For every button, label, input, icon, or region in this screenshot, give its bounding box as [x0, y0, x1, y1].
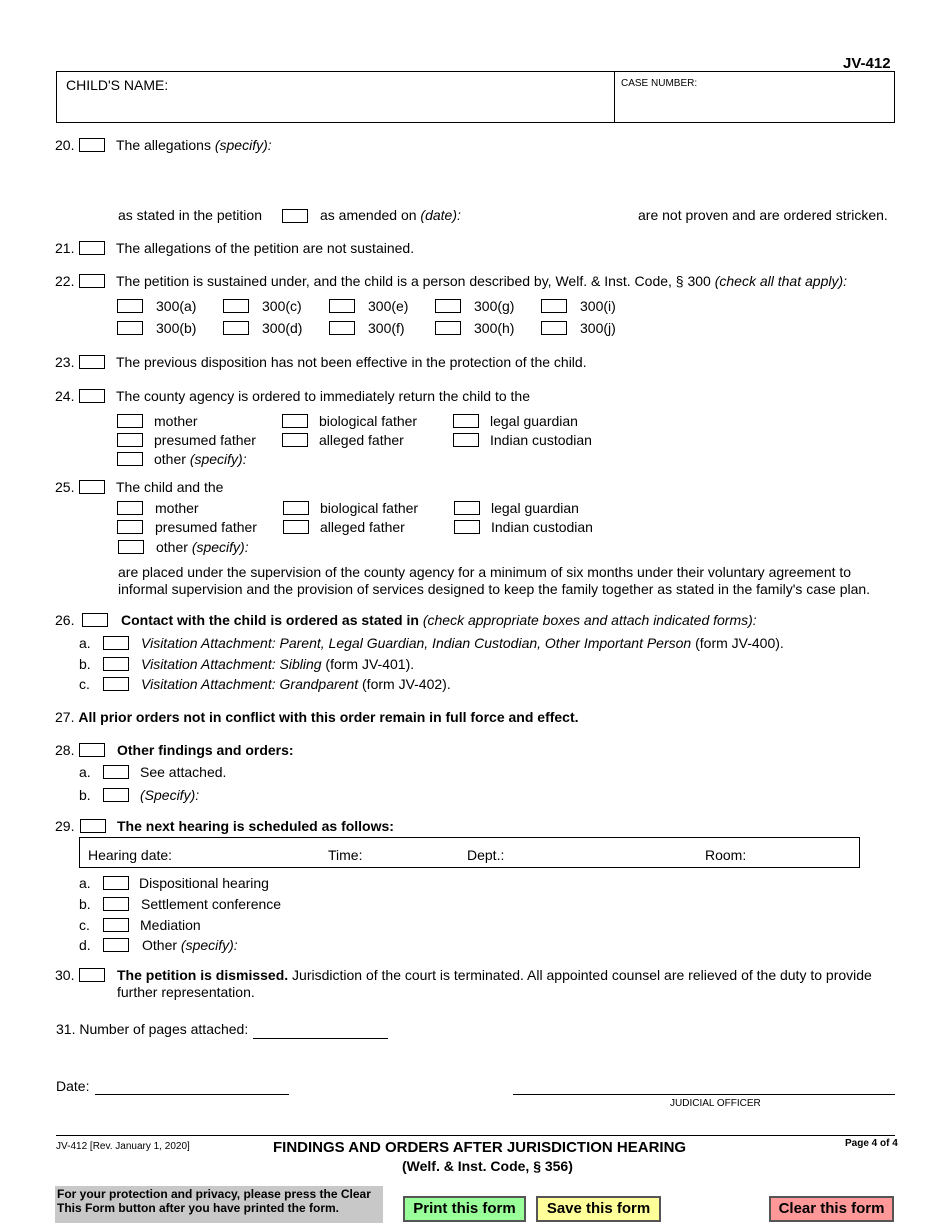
item-24-alleged-father-label: alleged father — [319, 432, 404, 448]
hearing-time-label: Time: — [328, 847, 363, 863]
code-300i-checkbox[interactable] — [541, 299, 567, 313]
item-24-presumed-father-label: presumed father — [154, 432, 256, 448]
clear-form-button[interactable]: Clear this form — [769, 1196, 894, 1222]
item-25-presumed-father-checkbox[interactable] — [117, 520, 143, 534]
item-23-number: 23. — [55, 354, 75, 370]
code-300j-label: 300(j) — [580, 320, 616, 336]
item-24-biological-father-label: biological father — [319, 413, 418, 429]
item-24-biological-father-checkbox[interactable] — [282, 414, 308, 428]
item-28-checkbox[interactable] — [79, 743, 105, 757]
item-24-checkbox[interactable] — [79, 389, 105, 403]
item-25-mother-checkbox[interactable] — [117, 501, 143, 515]
code-300h-label: 300(h) — [474, 320, 515, 336]
code-300b-label: 300(b) — [156, 320, 197, 336]
item-25-legal-guardian-checkbox[interactable] — [454, 501, 480, 515]
code-300c-label: 300(c) — [262, 298, 302, 314]
item-28b-text: (Specify): — [140, 787, 200, 803]
judicial-officer-label: JUDICIAL OFFICER — [670, 1098, 761, 1109]
item-25-presumed-father-label: presumed father — [155, 519, 257, 535]
item-28-text: Other findings and orders: — [117, 742, 294, 758]
item-29c-checkbox[interactable] — [103, 918, 129, 932]
item-25-paragraph-line1: are placed under the supervision of the county agency for a minimum of six months under their voluntary agreement to — [118, 564, 852, 580]
item-26b-letter: b. — [79, 656, 91, 672]
privacy-note — [55, 1186, 383, 1223]
case-number-label: CASE NUMBER: — [621, 78, 698, 89]
code-300d-checkbox[interactable] — [223, 321, 249, 335]
item-25-text: The child and the — [116, 479, 224, 495]
item-26c-text: Visitation Attachment: Grandparent (form JV-402). — [141, 676, 451, 692]
item-30-checkbox[interactable] — [79, 968, 105, 982]
item-26b-text: Visitation Attachment: Sibling (form JV-401). — [141, 656, 415, 672]
item-26a-letter: a. — [79, 635, 91, 651]
item-25-checkbox[interactable] — [79, 480, 105, 494]
code-300e-checkbox[interactable] — [329, 299, 355, 313]
item-23-text: The previous disposition has not been effective in the protection of the child. — [116, 354, 587, 370]
save-form-button[interactable]: Save this form — [536, 1196, 661, 1222]
item-28a-checkbox[interactable] — [103, 765, 129, 779]
item-28-number: 28. — [55, 742, 75, 758]
item-26a-text: Visitation Attachment: Parent, Legal Guardian, Indian Custodian, Other Important Person (form JV-400). — [141, 635, 784, 651]
item-29d-text: Other (specify): — [142, 937, 238, 953]
item-26-text: Contact with the child is ordered as stated in (check appropriate boxes and attach indicated forms): — [121, 612, 757, 628]
footer-subtitle: (Welf. & Inst. Code, § 356) — [402, 1158, 573, 1174]
print-form-button[interactable]: Print this form — [403, 1196, 526, 1222]
judicial-officer-signature-line[interactable] — [513, 1094, 895, 1095]
hearing-date-label: Hearing date: — [88, 847, 173, 863]
item-24-other-checkbox[interactable] — [117, 452, 143, 466]
item-26-number: 26. — [55, 612, 75, 628]
footer-rev: JV-412 [Rev. January 1, 2020] — [56, 1141, 190, 1152]
item-21-number: 21. — [55, 240, 75, 256]
item-29d-letter: d. — [79, 937, 91, 953]
item-20-stated: as stated in the petition — [118, 207, 262, 223]
header-divider — [614, 71, 615, 123]
pages-attached-field[interactable] — [253, 1038, 388, 1039]
code-300i-label: 300(i) — [580, 298, 616, 314]
form-id: JV-412 — [843, 55, 891, 72]
item-29c-letter: c. — [79, 917, 90, 933]
item-24-mother-label: mother — [154, 413, 198, 429]
item-25-mother-label: mother — [155, 500, 199, 516]
item-29b-checkbox[interactable] — [103, 897, 129, 911]
code-300a-label: 300(a) — [156, 298, 197, 314]
item-25-biological-father-checkbox[interactable] — [283, 501, 309, 515]
code-300f-label: 300(f) — [368, 320, 405, 336]
code-300f-checkbox[interactable] — [329, 321, 355, 335]
header-box — [56, 71, 895, 123]
item-24-alleged-father-checkbox[interactable] — [282, 433, 308, 447]
date-label: Date: — [56, 1078, 90, 1094]
item-28a-text: See attached. — [140, 764, 227, 780]
footer-rule — [56, 1135, 895, 1136]
item-28b-checkbox[interactable] — [103, 788, 129, 802]
item-22-number: 22. — [55, 273, 75, 289]
item-21-text: The allegations of the petition are not sustained. — [116, 240, 415, 256]
item-25-number: 25. — [55, 479, 75, 495]
item-26b-checkbox[interactable] — [103, 657, 129, 671]
item-24-indian-custodian-label: Indian custodian — [490, 432, 592, 448]
item-29-checkbox[interactable] — [80, 819, 106, 833]
item-22-checkbox[interactable] — [79, 274, 105, 288]
item-25-indian-custodian-checkbox[interactable] — [454, 520, 480, 534]
item-24-mother-checkbox[interactable] — [117, 414, 143, 428]
code-300h-checkbox[interactable] — [435, 321, 461, 335]
item-25-other-checkbox[interactable] — [118, 540, 144, 554]
hearing-dept-label: Dept.: — [467, 847, 505, 863]
item-24-presumed-father-checkbox[interactable] — [117, 433, 143, 447]
item-24-legal-guardian-label: legal guardian — [490, 413, 578, 429]
item-28a-letter: a. — [79, 764, 91, 780]
code-300e-label: 300(e) — [368, 298, 409, 314]
item-24-legal-guardian-checkbox[interactable] — [453, 414, 479, 428]
item-20-not-proven: are not proven and are ordered stricken. — [638, 207, 888, 223]
item-20-text: The allegations (specify): — [116, 137, 272, 153]
code-300j-checkbox[interactable] — [541, 321, 567, 335]
code-300g-checkbox[interactable] — [435, 299, 461, 313]
item-31-text: 31. Number of pages attached: — [56, 1021, 249, 1037]
item-26c-checkbox[interactable] — [103, 677, 129, 691]
item-30-text: The petition is dismissed. Jurisdiction of the court is terminated. All appointed counsel are relieved of the duty to provide — [117, 967, 872, 983]
code-300d-label: 300(d) — [262, 320, 303, 336]
item-26-checkbox[interactable] — [82, 613, 108, 627]
item-25-indian-custodian-label: Indian custodian — [491, 519, 593, 535]
item-20-checkbox[interactable] — [79, 138, 105, 152]
footer-page: Page 4 of 4 — [845, 1138, 898, 1149]
item-30-number: 30. — [55, 967, 75, 983]
item-20-amended-checkbox[interactable] — [282, 209, 308, 223]
item-25-alleged-father-checkbox[interactable] — [283, 520, 309, 534]
hearing-room-label: Room: — [705, 847, 747, 863]
item-26c-letter: c. — [79, 676, 90, 692]
item-25-biological-father-label: biological father — [320, 500, 419, 516]
item-24-text: The county agency is ordered to immediately return the child to the — [116, 388, 530, 404]
item-25-other-label: other (specify): — [156, 539, 249, 555]
item-21-checkbox[interactable] — [79, 241, 105, 255]
item-29c-text: Mediation — [140, 917, 201, 933]
privacy-note-line2: This Form button after you have printed the form. — [57, 1201, 340, 1215]
item-29a-text: Dispositional hearing — [139, 875, 269, 891]
item-25-alleged-father-label: alleged father — [320, 519, 405, 535]
item-30-text-line2: further representation. — [117, 984, 255, 1000]
item-29-text: The next hearing is scheduled as follows: — [117, 818, 394, 834]
item-24-indian-custodian-checkbox[interactable] — [453, 433, 479, 447]
code-300g-label: 300(g) — [474, 298, 515, 314]
item-25-paragraph-line2: informal supervision and the provision of services designed to keep the family together as stated in the family's case plan. — [118, 581, 871, 597]
item-28b-letter: b. — [79, 787, 91, 803]
item-23-checkbox[interactable] — [79, 355, 105, 369]
item-20-amended: as amended on (date): — [320, 207, 461, 223]
code-300c-checkbox[interactable] — [223, 299, 249, 313]
childs-name-label: CHILD'S NAME: — [66, 77, 169, 93]
item-29d-checkbox[interactable] — [103, 938, 129, 952]
code-300a-checkbox[interactable] — [117, 299, 143, 313]
item-29b-text: Settlement conference — [141, 896, 282, 912]
item-29a-letter: a. — [79, 875, 91, 891]
privacy-note-line1: For your protection and privacy, please press the Clear — [57, 1187, 371, 1201]
item-29a-checkbox[interactable] — [103, 876, 129, 890]
item-20-number: 20. — [55, 137, 75, 153]
item-25-legal-guardian-label: legal guardian — [491, 500, 579, 516]
item-29-number: 29. — [55, 818, 75, 834]
item-24-other-label: other (specify): — [154, 451, 247, 467]
footer-title: FINDINGS AND ORDERS AFTER JURISDICTION HEARING — [273, 1139, 687, 1156]
item-26a-checkbox[interactable] — [103, 636, 129, 650]
code-300b-checkbox[interactable] — [117, 321, 143, 335]
item-27: 27. All prior orders not in conflict with this order remain in full force and effect. — [55, 709, 579, 725]
item-29b-letter: b. — [79, 896, 91, 912]
item-24-number: 24. — [55, 388, 75, 404]
item-22-text: The petition is sustained under, and the child is a person described by, Welf. & Inst. Code, § 300 (check all that apply): — [116, 273, 848, 289]
date-field[interactable] — [95, 1094, 289, 1095]
